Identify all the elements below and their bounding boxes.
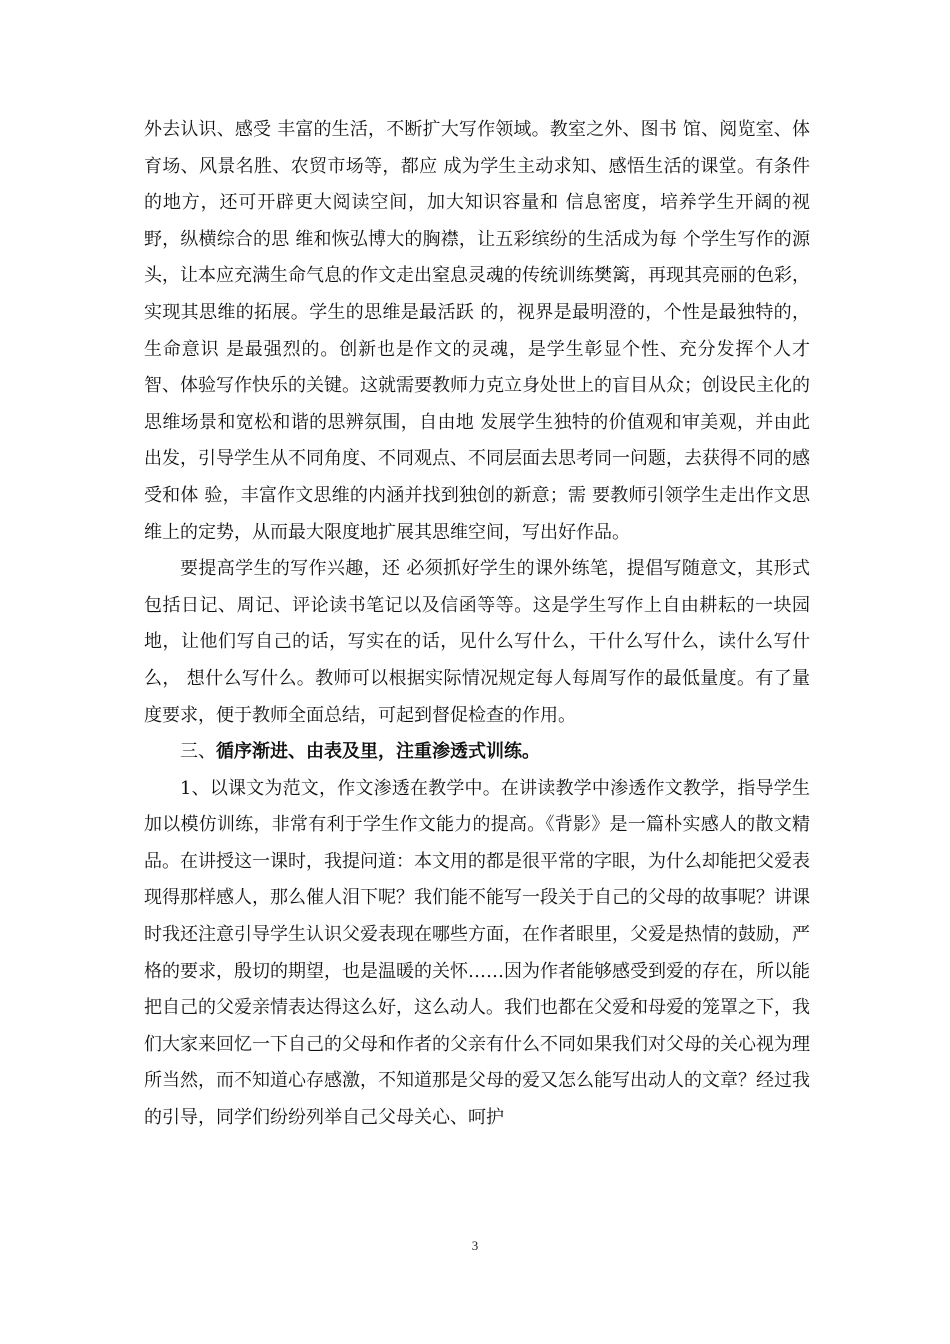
paragraph-continued: 外去认识、感受 丰富的生活，不断扩大写作领域。教室之外、图书 馆、阅览室、体育场、风景名胜、农贸市场等，都应 成为学生主动求知、感悟生活的课堂。有条件的地方，还可开辟更大阅读空间，加大知识容量和 信息密度，培养学生开阔的视野，纵横综合的思 维和恢弘博大的胸襟，让五彩缤纷的生活成为每 个学生写作的源头，让本应充满生命气息的作文走出窒息灵魂的传统训练樊篱，再现其亮丽的色彩， 实现其思维的拓展。学生的思维是最活跃 的，视界是最明澄的，个性是最独特的，生命意识 是最强烈的。创新也是作文的灵魂，是学生彰显个性、充分发挥个人才智、体验写作快乐的关键。这就需要教师力克立身处世上的盲目从众；创设民主化的思维场景和宽松和谐的思辨氛围，自由地 发展学生独特的价值观和审美观，并由此出发，引导学生从不同角度、不同观点、不同层面去思考同一问题，去获得不同的感受和体 验，丰富作文思维的内涵并找到独创的新意；需 要教师引领学生走出作文思维上的定势，从而最大限度地扩展其思维空间，写出好作品。 [144,119,810,543]
page-number: 3 [471,1238,479,1253]
document-body [144,112,810,1137]
section-heading [144,734,810,771]
paragraph-textbook-model: 1、以课文为范文，作文渗透在教学中。在讲读教学中渗透作文教学，指导学生加以模仿训练，非常有利于学生作文能力的提高。《背影》是一篇朴实感人的散文精品。在讲授这一课时，我提问道：本文用的都是很平常的字眼，为什么却能把父爱表现得那样感人，那么催人泪下呢？我们能不能写一段关于自己的父母的故事呢？讲课时我还注意引导学生认识父爱表现在哪些方面，在作者眼里，父爱是热情的鼓励，严格的要求，殷切的期望，也是温暖的关怀……因为作者能够感受到爱的存在，所以能把自己的父爱亲情表达得这么好，这么动人。我们也都在父爱和母爱的笼罩之下，我们大家来回忆一下自己的父母和作者的父亲有什么不同如果我们对父母的关心视为理所当然，而不知道心存感激，不知道那是父母的爱又怎么能写出动人的文章？经过我的引导，同学们纷纷列举自己父母关心、呵护 [144,777,810,1129]
section-heading-text: 循序渐进、由表及里，注重渗透式训练。 [216,741,540,763]
section-heading-number: 三、 [180,741,216,763]
paragraph-writing-interest: 要提高学生的写作兴趣，还 必须抓好学生的课外练笔，提倡写随意文，其形式包括日记、周记、评论读书笔记以及信函等等。这是学生写作上自由耕耘的一块园地，让他们写自己的话，写实在的话，见什么写什么，干什么写什么，读什么写什么， 想什么写什么。教师可以根据实际情况规定每人每周写作的最低量度。有了量度要求，便于教师全面总结，可起到督促检查的作用。 [144,558,810,726]
